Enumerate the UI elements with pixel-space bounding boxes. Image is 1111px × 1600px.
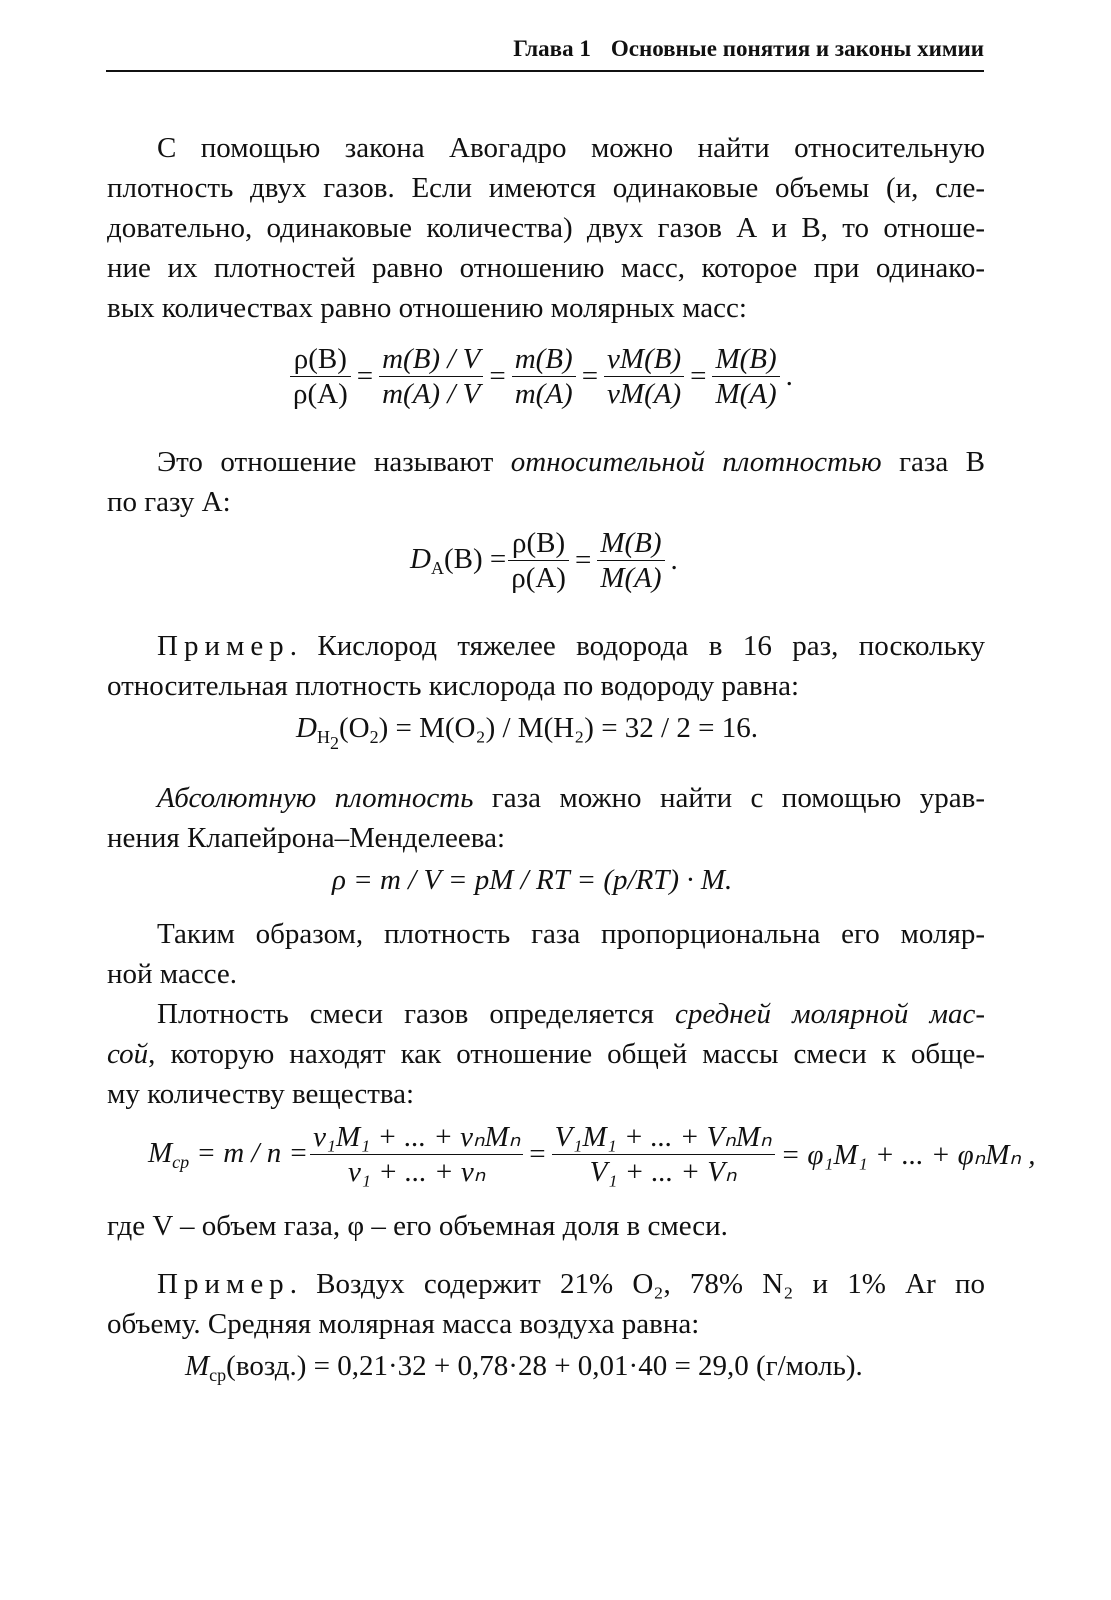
formula-relative-density: $D_A(B)$ = $\frac{\rho(B)}{\rho(A)}$ = $\frac{M(B)}{M(A)}$ . bbox=[410, 527, 678, 594]
formula-oxygen-density: $D_{H_2}(O_2) = M(O_2) / M(H_2) = 32 / 2 = 16$. bbox=[296, 712, 758, 753]
text-line: му количеству вещества: bbox=[107, 1078, 415, 1110]
text-line: сой, которую находят как отношение общей массы смеси к обще- bbox=[107, 1038, 985, 1070]
text-line: ной массе. bbox=[107, 958, 238, 990]
paragraph-absolute-density bbox=[107, 778, 985, 858]
formula-density-ratio: $\frac{\rho(B)}{\rho(A)}$ = $\frac{m(B) / V}{m(A) / V}$ = $\frac{m(B)}{m(A)}$ = $\frac{\nu M(B)}{\nu M(A)}$ = $\frac{M(B)}{M(A)}$ . bbox=[288, 342, 797, 411]
text-line: где V – объем газа, φ – его объемная доля в смеси. bbox=[107, 1210, 728, 1242]
paragraph-example-air bbox=[107, 1264, 985, 1344]
formula-clapeyron: ρ = m / V = pM / RT = (p/RT) · M. bbox=[332, 864, 733, 896]
formula-air-molar-mass: $M_{ср}(возд.) = 0,21\cdot 32 + 0,78\cdot 28 + 0,01\cdot 40 = 29,0$ (г/моль). bbox=[185, 1350, 863, 1385]
text-line: Таким образом, плотность газа пропорциональна его моляр- bbox=[157, 918, 985, 950]
example-label: Пример bbox=[157, 630, 290, 662]
chapter-title: Основные понятия и законы химии bbox=[610, 36, 984, 61]
paragraph-example-oxygen bbox=[107, 626, 985, 706]
running-header bbox=[106, 34, 984, 72]
example-label: Пример bbox=[157, 1268, 290, 1300]
text-line: Это отношение называют относительной плотностью газа В bbox=[157, 446, 986, 478]
text-line: ние их плотностей равно отношению масс, которое при одинако- bbox=[107, 252, 985, 284]
text-line: С помощью закона Авогадро можно найти относительную bbox=[157, 132, 985, 164]
text-line: Пример. Воздух содержит 21% O₂, 78% N₂ и 1% Ar по bbox=[157, 1268, 985, 1300]
formula-mean-molar-mass: $M_{ср} = m / n$ = $\frac{\text{ν₁M₁ + ... + νₙMₙ}}{\text{ν₁ + ... + νₙ}}$ = $\frac{\text{V₁M₁ + ... + VₙMₙ}}{\text{V₁ + ... + Vₙ}}$ = φ₁M₁ + ... + φₙMₙ , bbox=[148, 1121, 1036, 1188]
text-line: плотность двух газов. Если имеются одинаковые объемы (и, сле- bbox=[107, 172, 985, 204]
paragraph-avogadro bbox=[107, 128, 985, 328]
paragraph-where bbox=[107, 1206, 985, 1246]
text-line: вых количествах равно отношению молярных масс: bbox=[107, 292, 747, 324]
text-line: Плотность смеси газов определяется средней молярной мас- bbox=[157, 998, 985, 1030]
text-line: Абсолютную плотность газа можно найти с помощью урав- bbox=[157, 782, 985, 814]
text-line: по газу А: bbox=[107, 486, 231, 518]
text-line: объему. Средняя молярная масса воздуха равна: bbox=[107, 1308, 700, 1340]
text-line: Пример. Кислород тяжелее водорода в 16 раз, поскольку bbox=[157, 630, 985, 662]
paragraph-relative-density bbox=[107, 442, 985, 522]
text-line: нения Клапейрона–Менделеева: bbox=[107, 822, 505, 854]
paragraph-proportional bbox=[107, 914, 985, 994]
text-line: довательно, одинаковые количества) двух газов А и В, то отноше- bbox=[107, 212, 985, 244]
text-line: относительная плотность кислорода по водороду равна: bbox=[107, 670, 800, 702]
paragraph-mixture bbox=[107, 994, 985, 1114]
chapter-number: Глава 1 bbox=[513, 36, 591, 61]
